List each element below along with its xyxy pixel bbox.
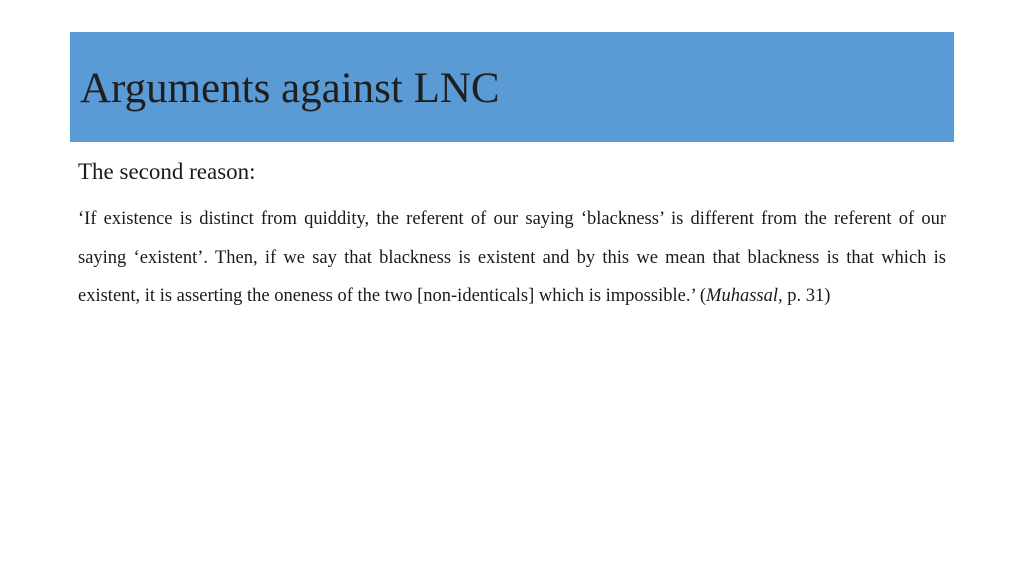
slide-title: Arguments against LNC: [80, 65, 500, 112]
citation-title: Muhassal,: [706, 286, 783, 306]
quote-paragraph: [78, 200, 946, 316]
title-bar: [70, 32, 954, 142]
subheading: The second reason:: [78, 159, 256, 184]
slide-body: [78, 154, 946, 316]
quote-text: ‘If existence is distinct from quiddity, the referent of our saying ‘blackness’ is different from the referent of our saying ‘existent’. Then, if we say that blackness is existent and by this we mean that blackness is that which is existent, it is asserting the oneness of the two [non-identicals] which is impossible.’: [78, 209, 946, 306]
citation-open: (: [695, 286, 707, 306]
citation-page: p. 31): [782, 286, 831, 306]
